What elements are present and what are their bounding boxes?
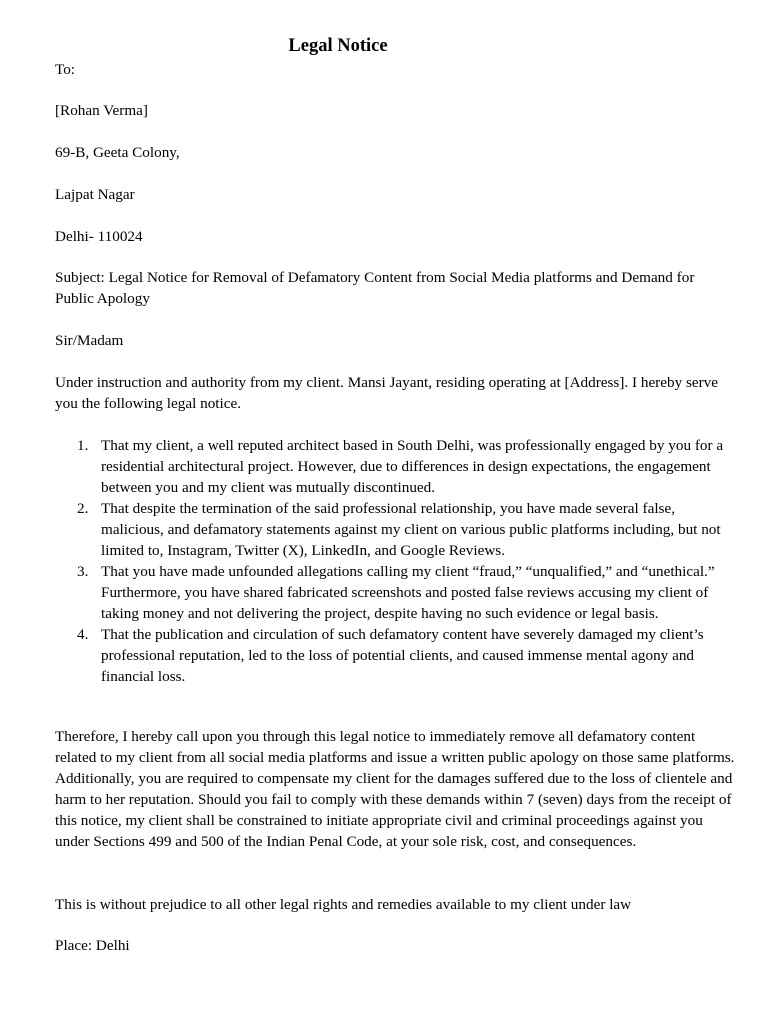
salutation: Sir/Madam: [55, 332, 124, 349]
list-item: [55, 498, 735, 561]
without-prejudice-line: This is without prejudice to all other legal rights and remedies available to my client under law: [55, 896, 632, 913]
list-item-text: That my client, a well reputed architect based in South Delhi, was professionally engaged by you for a residential architectural project. However, due to differences in design expectations, the engagement between you and my client was mutually discontinued.: [101, 437, 724, 496]
subject-line: Subject: Legal Notice for Removal of Defamatory Content from Social Media platforms and Demand for Public Apology: [55, 269, 695, 307]
list-item-number: 1.: [77, 437, 89, 454]
list-item-text: That the publication and circulation of such defamatory content have severely damaged my client’s professional reputation, led to the loss of potential clients, and caused immense mental agony and financial loss.: [101, 626, 704, 685]
list-item: [55, 435, 735, 498]
list-item-number: 2.: [77, 500, 89, 517]
recipient-address-line-1: 69-B, Geeta Colony,: [55, 144, 180, 161]
list-item-text: That despite the termination of the said professional relationship, you have made several false, malicious, and defamatory statements against my client on various public platforms including, but not limited to, Instagram, Twitter (X), LinkedIn, and Google Reviews.: [101, 500, 721, 559]
list-item: [55, 561, 735, 624]
intro-paragraph: Under instruction and authority from my client. Mansi Jayant, residing operating at [Address]. I hereby serve you the following legal notice.: [55, 374, 719, 412]
list-item: [55, 624, 735, 687]
to-label: To:: [55, 61, 76, 78]
list-item-number: 4.: [77, 626, 89, 643]
demand-paragraph: Therefore, I hereby call upon you through this legal notice to immediately remove all defamatory content related to my client from all social media platforms and issue a written public apology on those same platforms. Additionally, you are required to compensate my client for the damages suffered due to the loss of clientele and harm to her reputation. Should you fail to comply with these demands within 7 (seven) days from the receipt of this notice, my client shall be constrained to initiate appropriate civil and criminal proceedings against you under Sections 499 and 500 of the Indian Penal Code, at your sole risk, cost, and consequences.: [55, 728, 735, 850]
recipient-address-line-3: Delhi- 110024: [55, 228, 143, 245]
document-title: Legal Notice: [288, 36, 388, 56]
recipient-address-line-2: Lajpat Nagar: [55, 186, 135, 203]
list-item-text: That you have made unfounded allegations calling my client “fraud,” “unqualified,” and “unethical.” Furthermore, you have shared fabricated screenshots and posted false reviews accusing my client of taking money and not delivering the project, despite having no such evidence or legal basis.: [101, 563, 715, 622]
numbered-points: [55, 435, 735, 687]
recipient-name: [Rohan Verma]: [55, 102, 148, 119]
list-item-number: 3.: [77, 563, 89, 580]
place-line: Place: Delhi: [55, 937, 130, 954]
